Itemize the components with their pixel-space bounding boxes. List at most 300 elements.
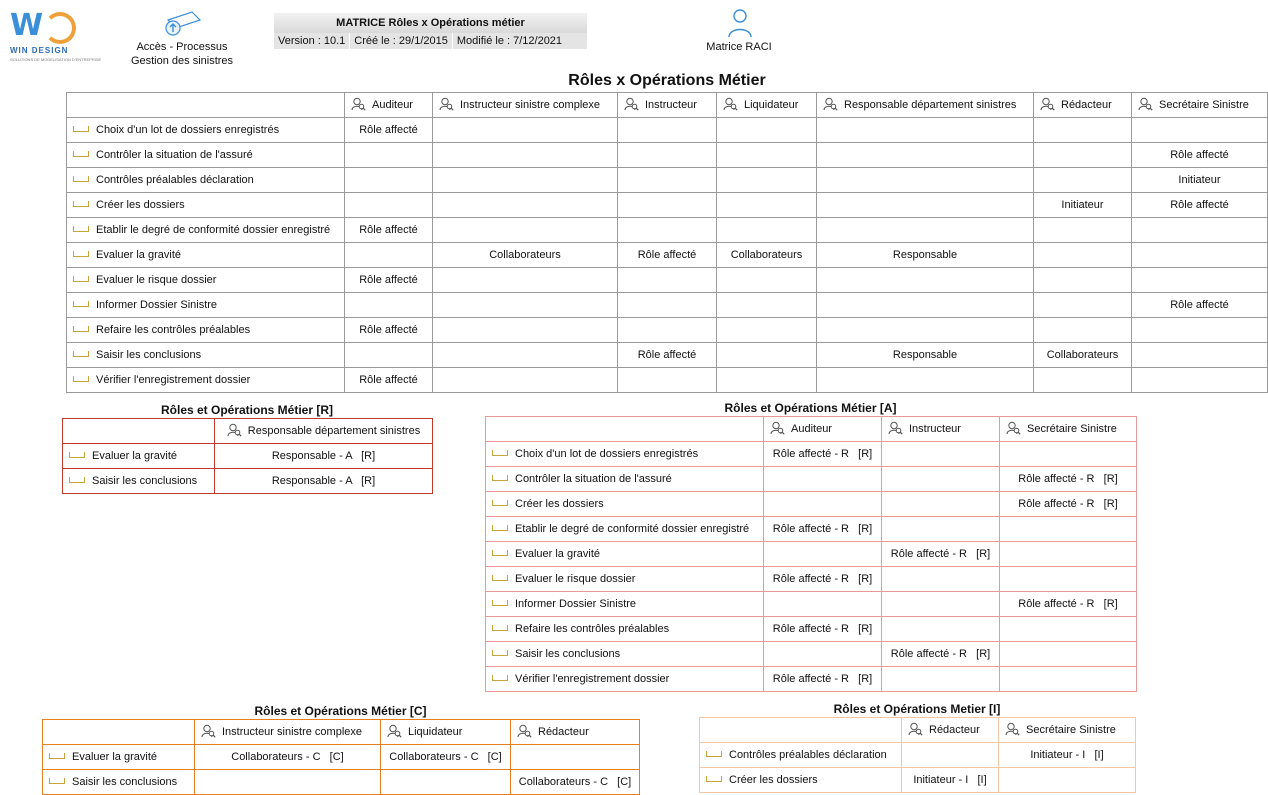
operation-label: Vérifier l'enregistrement dossier [96, 374, 251, 386]
role-assignment-cell [1034, 168, 1132, 193]
operation-label: Evaluer la gravité [72, 751, 157, 763]
matrix-c-table [42, 719, 640, 795]
role-assignment-cell [433, 193, 618, 218]
operation-cell[interactable] [67, 143, 345, 168]
role-header[interactable] [511, 720, 640, 745]
operation-folder-icon [492, 675, 508, 681]
role-assignment-cell [433, 143, 618, 168]
header-corner-cell [67, 93, 345, 118]
role-assignment-cell [1132, 118, 1268, 143]
operation-cell[interactable] [67, 118, 345, 143]
matrix-i-title: Rôles et Opérations Metier [I] [833, 702, 1001, 716]
document-info-box [274, 13, 587, 51]
role-header[interactable] [1034, 93, 1132, 118]
role-assignment-cell [433, 343, 618, 368]
role-assignment-cell [345, 343, 433, 368]
header-corner-cell [700, 718, 902, 743]
operation-cell[interactable] [486, 467, 764, 492]
role-header[interactable] [1000, 417, 1137, 442]
header-row [43, 720, 640, 745]
role-assignment-cell [764, 467, 882, 492]
operation-label: Choix d'un lot de dossiers enregistrés [515, 448, 699, 460]
role-assignment-cell [433, 218, 618, 243]
matrix-a-title: Rôles et Opérations Métier [A] [724, 401, 897, 415]
table-row [67, 293, 1268, 318]
role-assignment-cell [882, 667, 1000, 692]
operation-cell[interactable] [67, 193, 345, 218]
header-row [63, 419, 433, 444]
operation-label: Etablir le degré de conformité dossier enregistré [96, 224, 331, 236]
role-assignment-cell: Rôle affecté - R [R] [764, 667, 882, 692]
role-user-icon [770, 421, 785, 435]
table-row [486, 567, 1137, 592]
matrix-i-table [699, 717, 1136, 793]
role-header-label: Liquidateur [744, 98, 799, 111]
role-assignment-cell [1000, 642, 1137, 667]
role-assignment-cell [618, 143, 717, 168]
role-header-label: Secrétaire Sinistre [1159, 98, 1249, 111]
role-assignment-cell: Rôle affecté - R [R] [1000, 592, 1137, 617]
role-header[interactable] [433, 93, 618, 118]
role-assignment-cell [717, 168, 817, 193]
header-corner-cell [63, 419, 215, 444]
operation-cell[interactable] [486, 667, 764, 692]
table-row [67, 343, 1268, 368]
role-header-label: Instructeur sinistre complexe [460, 98, 600, 111]
operation-cell[interactable] [486, 567, 764, 592]
table-row [67, 193, 1268, 218]
role-assignment-cell [1132, 243, 1268, 268]
role-header-label: Rédacteur [1061, 98, 1112, 111]
raci-matrix-link[interactable]: Matrice RACI [700, 8, 778, 54]
table-row [43, 745, 640, 770]
role-assignment-cell: Collaborateurs [717, 243, 817, 268]
operation-label: Informer Dossier Sinistre [96, 299, 218, 311]
operation-label: Vérifier l'enregistrement dossier [515, 673, 670, 685]
operation-folder-icon [492, 600, 508, 606]
role-assignment-cell: Rôle affecté [345, 268, 433, 293]
role-header[interactable] [717, 93, 817, 118]
operation-label: Evaluer la gravité [92, 450, 177, 462]
role-assignment-cell: Rôle affecté [618, 243, 717, 268]
role-assignment-cell: Responsable [817, 343, 1034, 368]
operation-cell[interactable] [486, 592, 764, 617]
role-assignment-cell [1000, 442, 1137, 467]
operation-folder-icon [73, 276, 89, 282]
operation-label: Saisir les conclusions [72, 776, 178, 788]
operation-folder-icon [492, 450, 508, 456]
role-assignment-cell: Rôle affecté - R [R] [1000, 492, 1137, 517]
role-assignment-cell: Collaborateurs - C [C] [195, 745, 381, 770]
operation-folder-icon [492, 625, 508, 631]
role-assignment-cell: Collaborateurs - C [C] [511, 770, 640, 795]
operation-label: Evaluer la gravité [515, 548, 600, 560]
role-assignment-cell [345, 193, 433, 218]
windesign-logo: W WIN DESIGN SOLUTIONS DE MODELISATION D'ENTREPRISE [10, 8, 102, 62]
role-assignment-cell: Initiateur - I [I] [902, 768, 999, 793]
operation-cell[interactable] [67, 293, 345, 318]
role-user-icon [723, 97, 738, 111]
header-corner-cell [43, 720, 195, 745]
role-user-icon [823, 97, 838, 111]
process-access-link[interactable]: Accès - Processus Gestion des sinistres [118, 10, 246, 68]
role-assignment-cell: Collaborateurs [433, 243, 618, 268]
table-row [700, 743, 1136, 768]
role-user-icon [439, 97, 454, 111]
role-assignment-cell [1034, 318, 1132, 343]
operation-cell[interactable] [63, 444, 215, 469]
table-row [486, 517, 1137, 542]
role-header-label: Instructeur [645, 98, 697, 111]
role-assignment-cell [717, 368, 817, 393]
table-row [67, 168, 1268, 193]
role-user-icon [888, 421, 903, 435]
table-row [486, 592, 1137, 617]
role-assignment-cell [882, 617, 1000, 642]
role-assignment-cell [817, 368, 1034, 393]
role-user-icon [624, 97, 639, 111]
modified-date: Modifié le : 7/12/2021 [456, 35, 563, 47]
role-header[interactable] [215, 419, 433, 444]
operation-label: Evaluer le risque dossier [515, 573, 636, 585]
main-matrix-table [66, 92, 1268, 393]
role-header-label: Secrétaire Sinistre [1026, 723, 1116, 736]
role-header[interactable] [882, 417, 1000, 442]
role-user-icon [387, 724, 402, 738]
role-header-label: Responsable département sinistres [844, 98, 1017, 111]
role-assignment-cell [1034, 243, 1132, 268]
role-assignment-cell [1034, 368, 1132, 393]
role-header-label: Instructeur sinistre complexe [222, 725, 362, 738]
table-row [43, 770, 640, 795]
role-header-label: Secrétaire Sinistre [1027, 422, 1117, 435]
role-assignment-cell [1034, 143, 1132, 168]
role-assignment-cell [618, 193, 717, 218]
operation-label: Informer Dossier Sinistre [515, 598, 637, 610]
role-assignment-cell [1034, 268, 1132, 293]
table-row [486, 667, 1137, 692]
header-corner-cell [486, 417, 764, 442]
operation-label: Contrôler la situation de l'assuré [515, 473, 672, 485]
operation-label: Refaire les contrôles préalables [515, 623, 670, 635]
role-assignment-cell [1132, 218, 1268, 243]
role-assignment-cell [1132, 268, 1268, 293]
table-row [486, 467, 1137, 492]
role-assignment-cell [717, 318, 817, 343]
role-user-icon [517, 724, 532, 738]
role-assignment-cell [1034, 218, 1132, 243]
role-assignment-cell: Rôle affecté [345, 368, 433, 393]
operation-folder-icon [73, 376, 89, 382]
role-assignment-cell: Rôle affecté - R [R] [764, 442, 882, 467]
role-header-label: Auditeur [791, 422, 832, 435]
table-row [700, 768, 1136, 793]
operation-folder-icon [73, 251, 89, 257]
operation-folder-icon [73, 326, 89, 332]
operation-cell[interactable] [67, 243, 345, 268]
role-assignment-cell [717, 293, 817, 318]
operation-cell[interactable] [486, 642, 764, 667]
role-assignment-cell [717, 193, 817, 218]
role-assignment-cell: Rôle affecté [345, 218, 433, 243]
role-assignment-cell [1000, 617, 1137, 642]
operation-cell[interactable] [486, 517, 764, 542]
table-row [63, 444, 433, 469]
operation-folder-icon [73, 301, 89, 307]
role-header[interactable] [618, 93, 717, 118]
operation-label: Contrôler la situation de l'assuré [96, 149, 253, 161]
operation-label: Evaluer la gravité [96, 249, 181, 261]
header-row [700, 718, 1136, 743]
role-assignment-cell [381, 770, 511, 795]
role-assignment-cell [618, 118, 717, 143]
role-header-label: Rédacteur [929, 723, 980, 736]
role-user-icon [908, 722, 923, 736]
role-header-label: Instructeur [909, 422, 961, 435]
operation-cell[interactable] [67, 268, 345, 293]
matrix-r-table [62, 418, 433, 494]
operation-folder-icon [492, 500, 508, 506]
operation-folder-icon [73, 151, 89, 157]
operation-cell[interactable] [67, 318, 345, 343]
matrix-a-table [485, 416, 1137, 692]
role-assignment-cell [1000, 567, 1137, 592]
operation-label: Créer les dossiers [729, 774, 818, 786]
role-assignment-cell [817, 143, 1034, 168]
table-row [67, 268, 1268, 293]
role-header-label: Rédacteur [538, 725, 589, 738]
operation-folder-icon [492, 650, 508, 656]
table-row [486, 617, 1137, 642]
role-assignment-cell: Rôle affecté [345, 318, 433, 343]
role-assignment-cell [618, 168, 717, 193]
header-row [67, 93, 1268, 118]
role-assignment-cell [1000, 542, 1137, 567]
role-header[interactable] [381, 720, 511, 745]
role-assignment-cell [1034, 293, 1132, 318]
role-assignment-cell [717, 143, 817, 168]
operation-cell[interactable] [486, 442, 764, 467]
role-assignment-cell [999, 768, 1136, 793]
role-header[interactable] [1132, 93, 1268, 118]
operation-folder-icon [73, 126, 89, 132]
role-assignment-cell [618, 218, 717, 243]
role-assignment-cell [618, 268, 717, 293]
operation-folder-icon [73, 351, 89, 357]
role-assignment-cell [1132, 343, 1268, 368]
role-header[interactable] [764, 417, 882, 442]
role-header[interactable] [195, 720, 381, 745]
role-assignment-cell [618, 368, 717, 393]
role-header-label: Responsable département sinistres [247, 424, 421, 437]
operation-cell[interactable] [67, 218, 345, 243]
role-assignment-cell [902, 743, 999, 768]
role-assignment-cell: Rôle affecté [618, 343, 717, 368]
role-assignment-cell [511, 745, 640, 770]
role-assignment-cell: Responsable [817, 243, 1034, 268]
role-user-icon [351, 97, 366, 111]
role-assignment-cell [817, 218, 1034, 243]
role-assignment-cell [764, 642, 882, 667]
role-assignment-cell [882, 492, 1000, 517]
role-assignment-cell [717, 268, 817, 293]
role-assignment-cell: Collaborateurs - C [C] [381, 745, 511, 770]
table-row [67, 318, 1268, 343]
operation-cell[interactable] [700, 768, 902, 793]
role-user-icon [201, 724, 216, 738]
role-assignment-cell: Initiateur [1132, 168, 1268, 193]
operation-label: Saisir les conclusions [96, 349, 202, 361]
role-assignment-cell: Rôle affecté - R [R] [764, 517, 882, 542]
operation-label: Saisir les conclusions [515, 648, 621, 660]
role-user-icon [227, 423, 242, 437]
operation-folder-icon [49, 778, 65, 784]
operation-folder-icon [49, 753, 65, 759]
table-row [67, 143, 1268, 168]
role-assignment-cell [817, 293, 1034, 318]
operation-folder-icon [706, 776, 722, 782]
operation-cell[interactable] [67, 368, 345, 393]
operation-folder-icon [492, 575, 508, 581]
role-assignment-cell: Rôle affecté - R [R] [764, 567, 882, 592]
role-assignment-cell: Rôle affecté [1132, 143, 1268, 168]
role-assignment-cell [882, 442, 1000, 467]
role-header[interactable] [999, 718, 1136, 743]
operation-cell[interactable] [486, 492, 764, 517]
role-assignment-cell [345, 168, 433, 193]
role-assignment-cell: Rôle affecté [1132, 193, 1268, 218]
matrix-c-title: Rôles et Opérations Métier [C] [254, 704, 427, 718]
role-assignment-cell: Rôle affecté - R [R] [764, 617, 882, 642]
main-matrix-title: Rôles x Opérations Métier [568, 72, 766, 89]
operation-folder-icon [69, 477, 85, 483]
operation-cell[interactable] [700, 743, 902, 768]
role-assignment-cell [1132, 368, 1268, 393]
role-assignment-cell [433, 293, 618, 318]
role-assignment-cell [345, 243, 433, 268]
role-assignment-cell [882, 592, 1000, 617]
operation-cell[interactable] [43, 770, 195, 795]
role-assignment-cell: Responsable - A [R] [215, 469, 433, 494]
operation-label: Evaluer le risque dossier [96, 274, 217, 286]
table-row [67, 118, 1268, 143]
role-assignment-cell: Rôle affecté [1132, 293, 1268, 318]
created-date: Créé le : 29/1/2015 [350, 33, 453, 49]
operation-cell[interactable] [486, 542, 764, 567]
table-row [63, 469, 433, 494]
role-assignment-cell [764, 492, 882, 517]
table-row [486, 492, 1137, 517]
operation-folder-icon [492, 525, 508, 531]
table-row [486, 642, 1137, 667]
role-header-label: Liquidateur [408, 725, 463, 738]
role-user-icon [1138, 97, 1153, 111]
operation-label: Créer les dossiers [96, 199, 185, 211]
role-user-icon [1040, 97, 1055, 111]
role-assignment-cell [817, 193, 1034, 218]
role-assignment-cell [882, 567, 1000, 592]
role-assignment-cell: Initiateur [1034, 193, 1132, 218]
role-assignment-cell [618, 318, 717, 343]
role-assignment-cell [1132, 318, 1268, 343]
role-assignment-cell: Rôle affecté - R [R] [882, 642, 1000, 667]
operation-label: Contrôles préalables déclaration [729, 749, 887, 761]
operation-cell[interactable] [67, 343, 345, 368]
role-assignment-cell: Rôle affecté [345, 118, 433, 143]
role-assignment-cell [1000, 667, 1137, 692]
role-assignment-cell [717, 218, 817, 243]
table-row [486, 442, 1137, 467]
role-assignment-cell: Responsable - A [R] [215, 444, 433, 469]
role-assignment-cell [717, 343, 817, 368]
user-icon [726, 8, 752, 38]
operation-folder-icon [492, 550, 508, 556]
role-header[interactable] [902, 718, 999, 743]
operation-cell[interactable] [486, 617, 764, 642]
role-assignment-cell [764, 592, 882, 617]
operation-folder-icon [492, 475, 508, 481]
role-assignment-cell [618, 293, 717, 318]
role-assignment-cell [1000, 517, 1137, 542]
role-assignment-cell [817, 268, 1034, 293]
role-assignment-cell [433, 168, 618, 193]
operation-cell[interactable] [67, 168, 345, 193]
role-assignment-cell [345, 293, 433, 318]
role-assignment-cell [345, 143, 433, 168]
role-assignment-cell: Rôle affecté - R [R] [882, 542, 1000, 567]
table-row [67, 368, 1268, 393]
document-title: MATRICE Rôles x Opérations métier [274, 13, 587, 33]
table-row [67, 243, 1268, 268]
role-assignment-cell [817, 168, 1034, 193]
matrix-r-title: Rôles et Opérations Métier [R] [160, 403, 334, 417]
header-row [486, 417, 1137, 442]
operation-folder-icon [73, 176, 89, 182]
role-user-icon [1005, 722, 1020, 736]
role-user-icon [1006, 421, 1021, 435]
table-row [486, 542, 1137, 567]
operation-folder-icon [73, 226, 89, 232]
table-row [67, 218, 1268, 243]
operation-folder-icon [69, 452, 85, 458]
operation-cell[interactable] [63, 469, 215, 494]
operation-cell[interactable] [43, 745, 195, 770]
role-assignment-cell: Rôle affecté - R [R] [1000, 467, 1137, 492]
role-assignment-cell: Initiateur - I [I] [999, 743, 1136, 768]
role-assignment-cell [195, 770, 381, 795]
version-label: Version : 10.1 [274, 33, 350, 49]
role-assignment-cell [433, 118, 618, 143]
role-header[interactable] [345, 93, 433, 118]
role-assignment-cell [433, 268, 618, 293]
role-assignment-cell [433, 368, 618, 393]
role-assignment-cell [817, 118, 1034, 143]
operation-label: Saisir les conclusions [92, 475, 198, 487]
operation-label: Etablir le degré de conformité dossier enregistré [515, 523, 750, 535]
role-assignment-cell [817, 318, 1034, 343]
role-assignment-cell [764, 542, 882, 567]
operation-label: Choix d'un lot de dossiers enregistrés [96, 124, 280, 136]
role-header[interactable] [817, 93, 1034, 118]
operation-label: Créer les dossiers [515, 498, 604, 510]
role-assignment-cell [433, 318, 618, 343]
operation-folder-icon [706, 751, 722, 757]
role-assignment-cell [882, 517, 1000, 542]
role-header-label: Auditeur [372, 98, 413, 111]
operation-label: Refaire les contrôles préalables [96, 324, 251, 336]
role-assignment-cell [882, 467, 1000, 492]
operation-label: Contrôles préalables déclaration [96, 174, 254, 186]
